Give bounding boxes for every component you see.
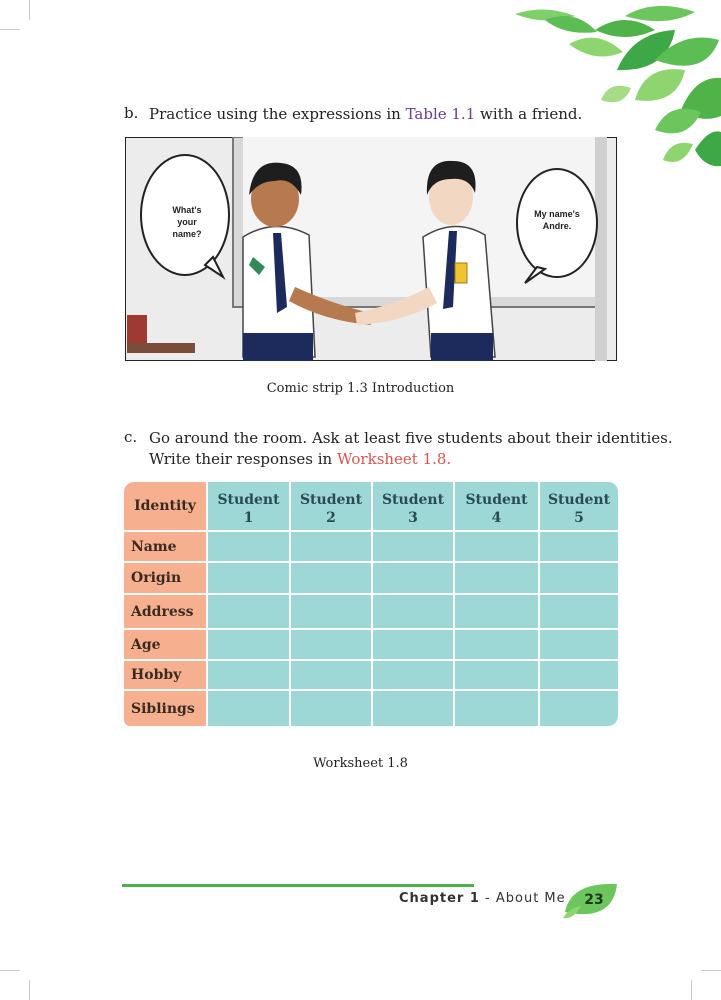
row-label-address: Address (124, 595, 206, 628)
right-bubble-line: My name's (534, 209, 580, 219)
student-header-number: 4 (491, 510, 502, 526)
footer-separator: - (479, 891, 496, 906)
crop-mark (0, 970, 20, 971)
footer-chapter-title (399, 891, 566, 906)
grid-line (371, 482, 373, 726)
student-header-number: 2 (326, 510, 336, 526)
row-label-hobby: Hobby (124, 661, 206, 689)
student-header-label: Student (465, 492, 528, 508)
section-c-line1: Go around the room. Ask at least five students about their identities. (149, 429, 673, 447)
student-header-label: Student (381, 492, 445, 508)
worksheet-caption: Worksheet 1.8 (313, 756, 408, 771)
table-1-1-link[interactable]: Table 1.1 (405, 105, 476, 123)
row-label-siblings: Siblings (124, 691, 206, 726)
grid-line (208, 628, 618, 630)
student-header-label: Student (217, 492, 280, 508)
row-label-age: Age (124, 630, 206, 659)
section-c-line2 (149, 449, 451, 470)
footer-title: About Me (495, 891, 566, 906)
comic-strip-image (125, 137, 617, 361)
footer-chapter: Chapter 1 (399, 891, 480, 906)
student-header (455, 482, 538, 530)
grid-line (538, 482, 540, 726)
student-header (540, 482, 618, 530)
student-header-label: Student (299, 492, 363, 508)
grid-line (208, 689, 618, 691)
worksheet-table (124, 482, 618, 726)
grid-line (208, 561, 618, 563)
crop-mark (691, 980, 692, 1000)
section-b-text (149, 104, 582, 125)
left-bubble-line: What's (172, 205, 202, 215)
student-header (208, 482, 289, 530)
section-c-marker: c. (124, 428, 138, 446)
grid-line (208, 530, 618, 532)
footer-divider (122, 884, 474, 887)
section-b-marker: b. (124, 104, 139, 122)
crop-mark (29, 980, 30, 1000)
student-header (373, 482, 453, 530)
student-header-label: Student (547, 492, 611, 508)
worksheet-1-8-link[interactable]: Worksheet 1.8. (337, 450, 452, 468)
crop-mark (701, 970, 721, 971)
identity-header: Identity (124, 482, 206, 530)
grid-line (289, 482, 291, 726)
section-b-text-before: Practice using the expressions in (149, 105, 406, 123)
student-header (291, 482, 371, 530)
row-label-origin: Origin (124, 563, 206, 593)
comic-caption: Comic strip 1.3 Introduction (266, 381, 455, 396)
crop-mark (0, 29, 20, 30)
grid-line (208, 659, 618, 661)
crop-mark (29, 0, 30, 20)
grid-line (453, 482, 455, 726)
student-header-number: 5 (574, 510, 584, 526)
left-bubble-line: name? (172, 229, 202, 239)
section-b-text-after: with a friend. (475, 105, 583, 123)
right-bubble-line: Andre. (542, 221, 572, 231)
student-header-number: 1 (243, 510, 254, 526)
student-header-number: 3 (408, 510, 418, 526)
grid-line (208, 593, 618, 595)
section-c-text-before: Write their responses in (149, 450, 337, 468)
row-label-name: Name (124, 532, 206, 561)
left-bubble-line: your (177, 217, 197, 227)
page-number: 23 (584, 892, 604, 908)
